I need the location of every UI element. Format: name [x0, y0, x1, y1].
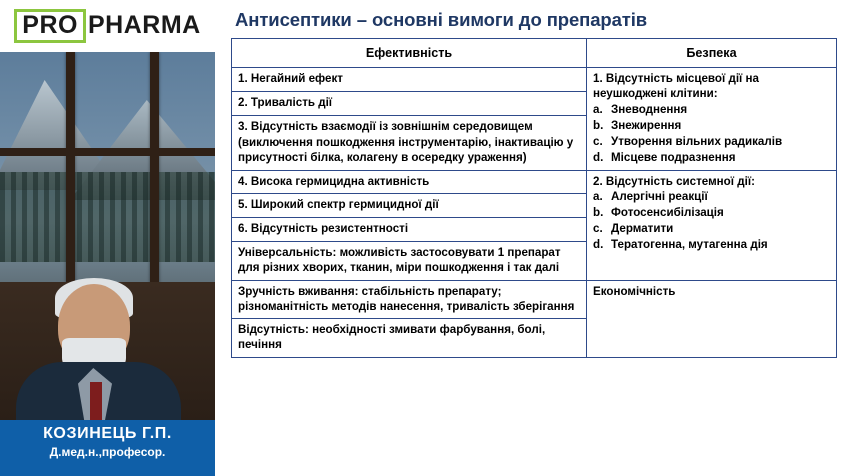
list-item [593, 206, 830, 221]
safety-2-title: 2. Відсутність системної дії: [593, 174, 755, 188]
list-marker: d. [593, 150, 604, 164]
list-item [593, 151, 830, 166]
list-text: Тератогенна, мутагенна дія [611, 237, 768, 251]
list-marker: a. [593, 103, 603, 117]
requirements-table [231, 38, 837, 358]
cell-effectiveness-6: 6. Відсутність резистентності [232, 218, 587, 242]
list-text: Фотосенсибілізація [611, 206, 724, 220]
cell-effectiveness-3-note: (виключення пошкодження інструментарію, інактивацію у присутності білка, колагену в осередку ураження) [238, 135, 574, 164]
speaker-rank: Д.мед.н.,професор. [49, 445, 166, 459]
cell-effectiveness-5: 5. Широкий спектр гермицидної дії [232, 194, 587, 218]
list-text: Алергічні реакції [611, 190, 708, 204]
list-item [593, 190, 830, 205]
window-mullion [66, 52, 75, 302]
list-text: Утворення вільних радикалів [611, 134, 783, 148]
list-item [593, 119, 830, 134]
logo-bar [0, 0, 215, 52]
speaker-name: КОЗИНЕЦЬ Г.П. [43, 425, 172, 442]
window-transom [0, 148, 215, 156]
list-item [593, 222, 830, 237]
table-row [232, 68, 837, 92]
cell-effectiveness-2: 2. Тривалість дії [232, 92, 587, 116]
page-title: Антисептики – основні вимоги до препаратів [235, 9, 648, 30]
forest-band [0, 172, 215, 262]
list-item [593, 238, 830, 253]
speaker-name-plate [0, 420, 215, 476]
cell-economy: Економічність [587, 280, 837, 357]
table-row [232, 170, 837, 194]
cell-effectiveness-3-main: 3. Відсутність взаємодії із зовнішнім середовищем [238, 120, 533, 134]
cell-universality: Універсальність: можливість застосовувати 1 препарат для різних хворих, тканин, міри пошкодження і так далі [232, 242, 587, 281]
video-panel [0, 0, 215, 476]
list-marker: a. [593, 190, 603, 204]
list-marker: b. [593, 118, 604, 132]
list-marker: b. [593, 206, 604, 220]
column-header-effectiveness: Ефективність [232, 39, 587, 68]
table-row [232, 280, 837, 319]
list-item [593, 135, 830, 150]
list-text: Дерматити [611, 222, 674, 236]
cell-convenience: Зручність вживання: стабільність препарату; різноманітність методів нанесення, тривалість зберігання [232, 280, 587, 319]
logo-pro-box: PRO [14, 9, 86, 43]
logo-pharma-text: PHARMA [87, 11, 201, 39]
window-mullion [150, 52, 159, 302]
cell-safety-1 [587, 68, 837, 170]
cell-effectiveness-4: 4. Висока гермицидна активність [232, 170, 587, 194]
list-item [593, 103, 830, 118]
list-marker: c. [593, 134, 603, 148]
video-scene [0, 52, 215, 476]
list-marker: d. [593, 237, 604, 251]
brand-logo [14, 9, 200, 43]
list-text: Місцеве подразнення [611, 150, 736, 164]
safety-1-list [593, 103, 830, 165]
cell-effectiveness-1: 1. Негайний ефект [232, 68, 587, 92]
cell-absence: Відсутність: необхідності змивати фарбування, болі, печіння [232, 319, 587, 358]
list-text: Знежирення [611, 118, 682, 132]
list-text: Зневоднення [611, 103, 688, 117]
safety-2-list [593, 190, 830, 252]
safety-1-title: 1. Відсутність місцевої дії на неушкоджені клітини: [593, 72, 759, 101]
column-header-safety: Безпека [587, 39, 837, 68]
cell-effectiveness-3 [232, 116, 587, 170]
cell-safety-2 [587, 170, 837, 280]
slide-content [215, 0, 850, 476]
table-header-row [232, 39, 837, 68]
list-marker: c. [593, 222, 603, 236]
